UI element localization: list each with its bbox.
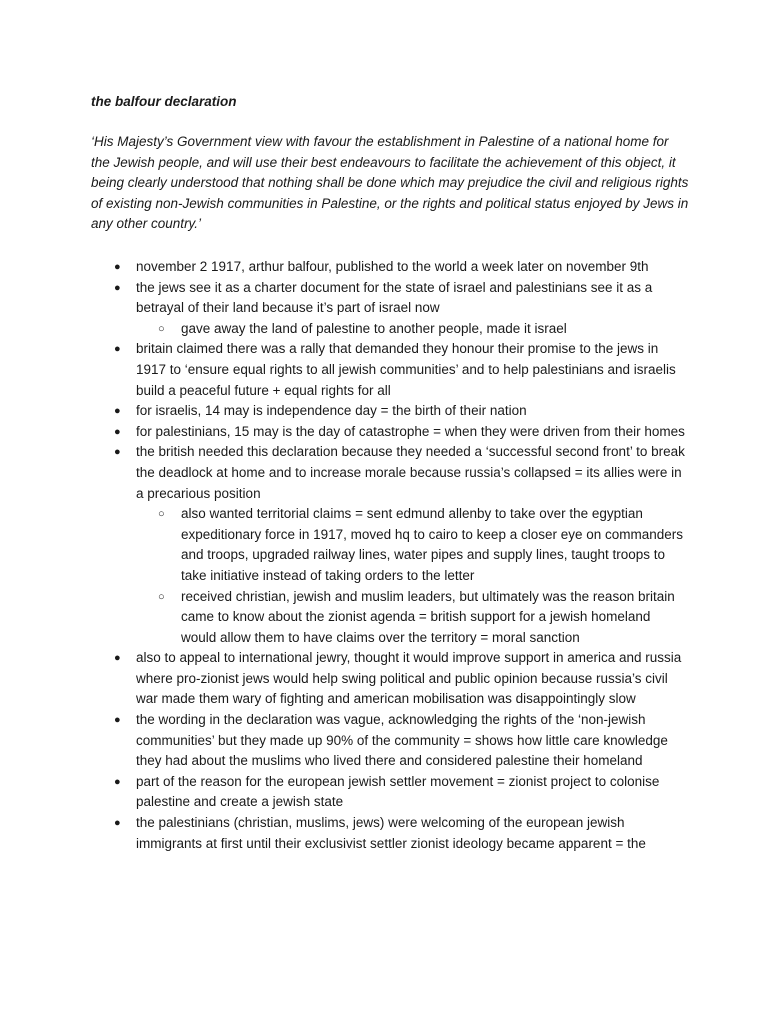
bullet-text: for palestinians, 15 may is the day of catastrophe = when they were driven from their homes <box>136 423 685 439</box>
bullet-item <box>0 257 686 278</box>
filled-bullet-icon: ● <box>114 281 121 294</box>
hollow-bullet-icon: ○ <box>158 508 165 521</box>
bullet-text: the palestinians (christian, muslims, jews) were welcoming of the european jewish immigrants at first until their exclusivist settler zionist ideology became apparent = the <box>136 815 646 851</box>
bullet-item <box>0 422 686 443</box>
filled-bullet-icon: ● <box>114 446 121 459</box>
bullet-item <box>0 339 686 401</box>
hollow-bullet-icon: ○ <box>158 322 165 335</box>
filled-bullet-icon: ● <box>114 817 121 830</box>
bullet-item <box>0 648 686 710</box>
bullet-text: the jews see it as a charter document for the state of israel and palestinians see it as a betrayal of their land because it’s part of israel now <box>136 279 653 316</box>
filled-bullet-icon: ● <box>114 261 121 273</box>
bullet-text: november 2 1917, arthur balfour, published to the world a week later on november 9th <box>136 259 649 274</box>
document-title: the balfour declaration <box>91 94 237 109</box>
bullet-item <box>0 278 686 319</box>
notes-list <box>0 257 768 854</box>
filled-bullet-icon: ● <box>114 405 121 418</box>
hollow-bullet-icon: ○ <box>158 590 165 603</box>
filled-bullet-icon: ● <box>114 775 121 788</box>
filled-bullet-icon: ● <box>114 343 121 356</box>
sub-bullet-item <box>0 504 686 586</box>
bullet-item <box>0 710 686 772</box>
filled-bullet-icon: ● <box>114 652 121 665</box>
bullet-text: the wording in the declaration was vague, acknowledging the rights of the ‘non-jewish communities’ but they made up 90% of the community = shows how little care knowledge they had about the muslims who lived there and considered palestine their homeland <box>136 712 668 769</box>
bullet-text: also to appeal to international jewry, thought it would improve support in america and russia where pro-zionist jews would help swing political and public opinion because russia’s civil war made them wary of fighting and american mobilisation was disappointingly slow <box>136 650 682 707</box>
filled-bullet-icon: ● <box>114 425 121 438</box>
bullet-text: also wanted territorial claims = sent edmund allenby to take over the egyptian expeditionary force in 1917, moved hq to cairo to keep a closer eye on commanders and troops, upgraded railway lines, water pipes and supply lines, taught troops to take initiative instead of taking orders to the letter <box>181 506 684 583</box>
declaration-quote: ‘His Majesty’s Government view with favour the establishment in Palestine of a national home for the Jewish people, and will use their best endeavours to facilitate the achievement of this object, it being clearly understood that nothing shall be done which may prejudice the civil and religious rights of existing non-Jewish communities in Palestine, or the rights and political status enjoyed by Jews in any other country.’ <box>91 134 689 231</box>
sub-bullet-item <box>0 587 686 649</box>
bullet-item <box>0 442 686 504</box>
sub-bullet-item <box>0 319 686 340</box>
bullet-text: the british needed this declaration because they needed a ‘successful second front’ to break the deadlock at home and to increase morale because russia’s collapsed = its allies were in a precarious position <box>136 444 685 501</box>
bullet-text: for israelis, 14 may is independence day = the birth of their nation <box>136 403 527 419</box>
bullet-text: gave away the land of palestine to another people, made it israel <box>181 320 567 336</box>
bullet-item <box>0 401 686 422</box>
bullet-text: received christian, jewish and muslim leaders, but ultimately was the reason britain came to know about the zionist agenda = british support for a jewish homeland would allow them to have claims over the territory = moral sanction <box>181 588 675 645</box>
filled-bullet-icon: ● <box>114 714 121 727</box>
bullet-text: britain claimed there was a rally that demanded they honour their promise to the jews in 1917 to ‘ensure equal rights to all jewish communities’ and to help palestinians and israelis build a peaceful future + equal rights for all <box>136 341 676 398</box>
bullet-item <box>0 813 686 854</box>
bullet-item <box>0 772 686 813</box>
bullet-text: part of the reason for the european jewish settler movement = zionist project to colonise palestine and create a jewish state <box>136 773 660 810</box>
